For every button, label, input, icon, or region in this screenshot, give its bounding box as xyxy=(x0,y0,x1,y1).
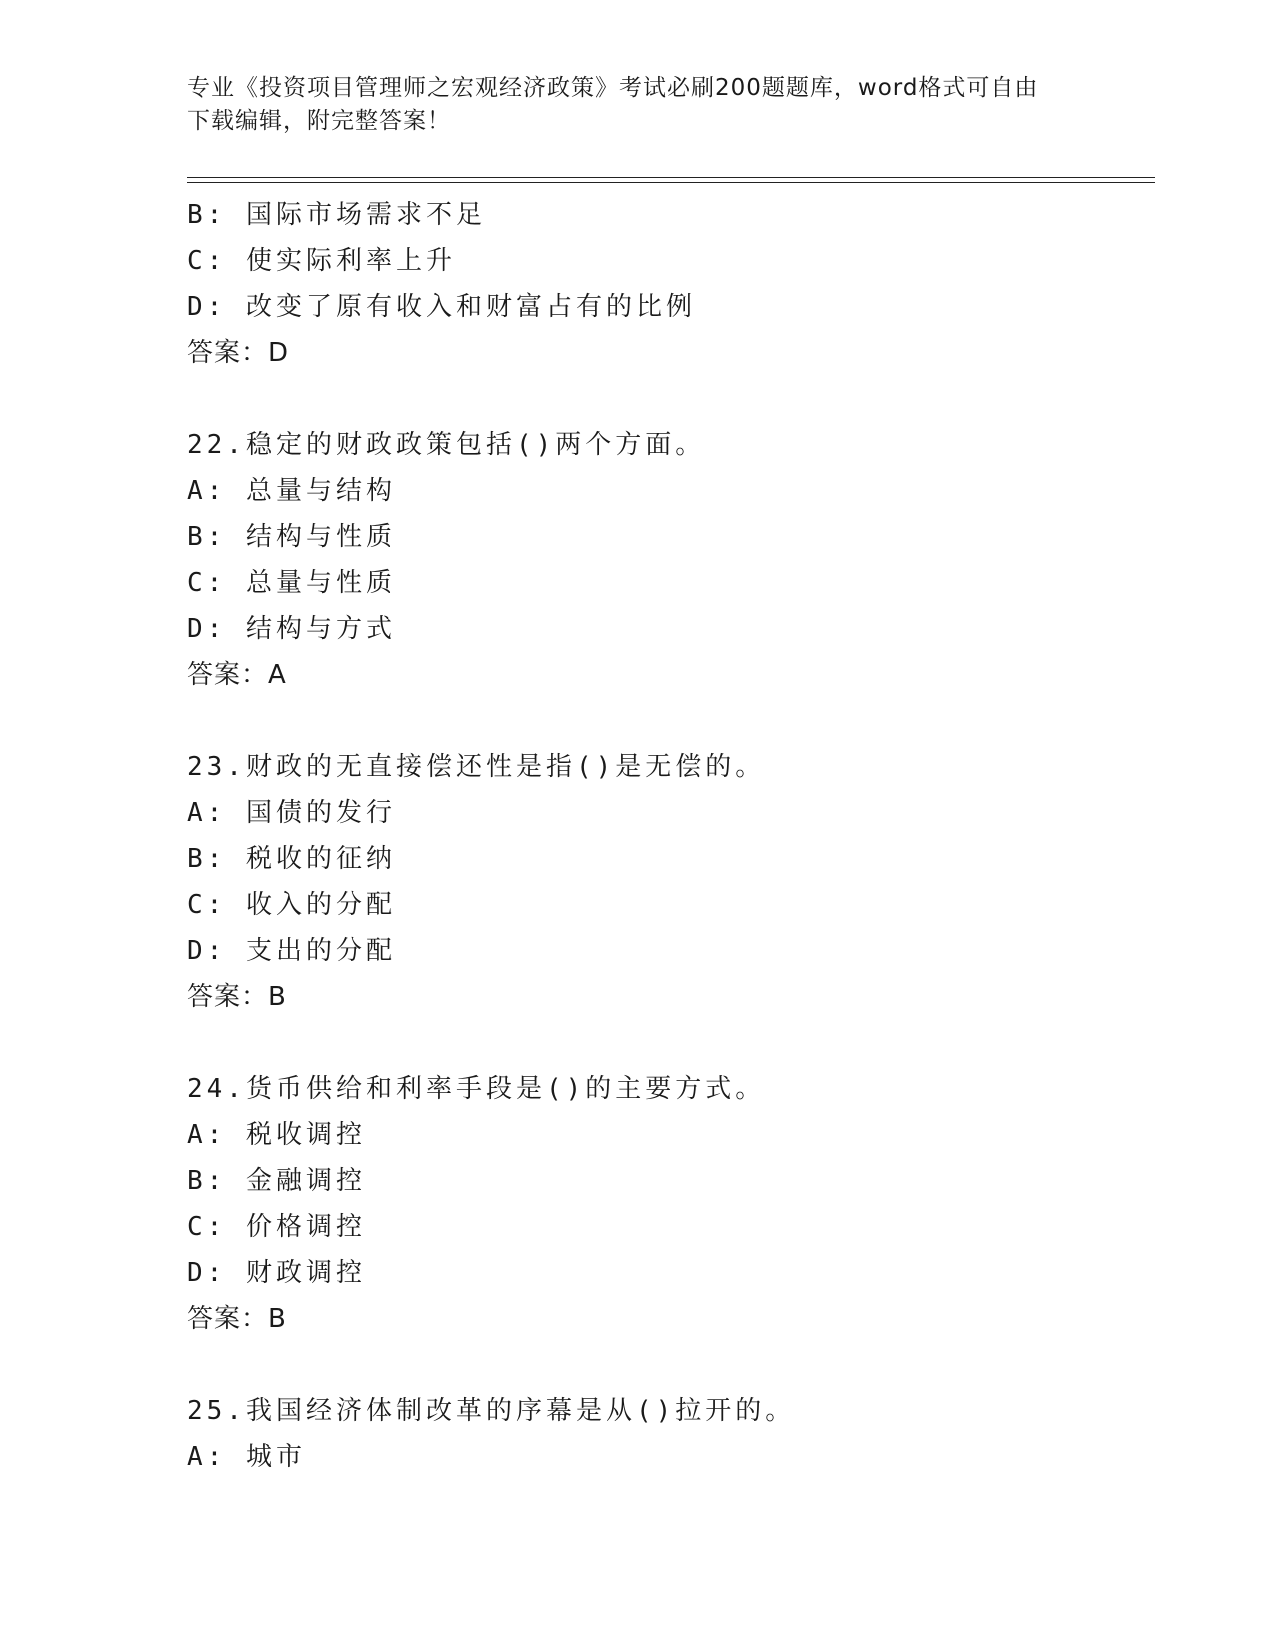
header-line-2: 下载编辑，附完整答案！ xyxy=(187,108,451,134)
question-stem: 25.我国经济体制改革的序幕是从()拉开的。 xyxy=(187,1396,796,1426)
header-rule-top xyxy=(187,177,1155,178)
option-b: B: 金融调控 xyxy=(187,1166,366,1196)
question-block-23 xyxy=(187,744,1147,1020)
option-b: B: 国际市场需求不足 xyxy=(187,200,486,230)
option-b: B: 结构与性质 xyxy=(187,522,396,552)
answer: 答案：B xyxy=(187,982,287,1012)
answer: 答案：A xyxy=(187,660,287,690)
option-a: A: 总量与结构 xyxy=(187,476,396,506)
option-b: B: 税收的征纳 xyxy=(187,844,396,874)
question-stem: 24.货币供给和利率手段是()的主要方式。 xyxy=(187,1074,766,1104)
question-block-24 xyxy=(187,1066,1147,1342)
question-stem: 23.财政的无直接偿还性是指()是无偿的。 xyxy=(187,752,766,782)
document-header xyxy=(187,72,1067,138)
question-list xyxy=(187,192,1147,1480)
option-d: D: 支出的分配 xyxy=(187,936,396,966)
option-c: C: 使实际利率上升 xyxy=(187,246,456,276)
option-d: D: 财政调控 xyxy=(187,1258,366,1288)
question-stem: 22.稳定的财政政策包括()两个方面。 xyxy=(187,430,706,460)
option-d: D: 改变了原有收入和财富占有的比例 xyxy=(187,292,696,322)
option-d: D: 结构与方式 xyxy=(187,614,396,644)
question-block-22 xyxy=(187,422,1147,698)
answer: 答案：D xyxy=(187,338,290,368)
option-c: C: 总量与性质 xyxy=(187,568,396,598)
option-c: C: 收入的分配 xyxy=(187,890,396,920)
option-c: C: 价格调控 xyxy=(187,1212,366,1242)
option-a: A: 税收调控 xyxy=(187,1120,366,1150)
option-a: A: 国债的发行 xyxy=(187,798,396,828)
answer: 答案：B xyxy=(187,1304,287,1334)
header-line-1: 专业《投资项目管理师之宏观经济政策》考试必刷200题题库，word格式可自由 xyxy=(187,75,1039,101)
header-rule-bottom xyxy=(187,182,1155,183)
option-a: A: 城市 xyxy=(187,1442,306,1472)
question-block-25 xyxy=(187,1388,1147,1480)
question-block-21-partial xyxy=(187,192,1147,376)
